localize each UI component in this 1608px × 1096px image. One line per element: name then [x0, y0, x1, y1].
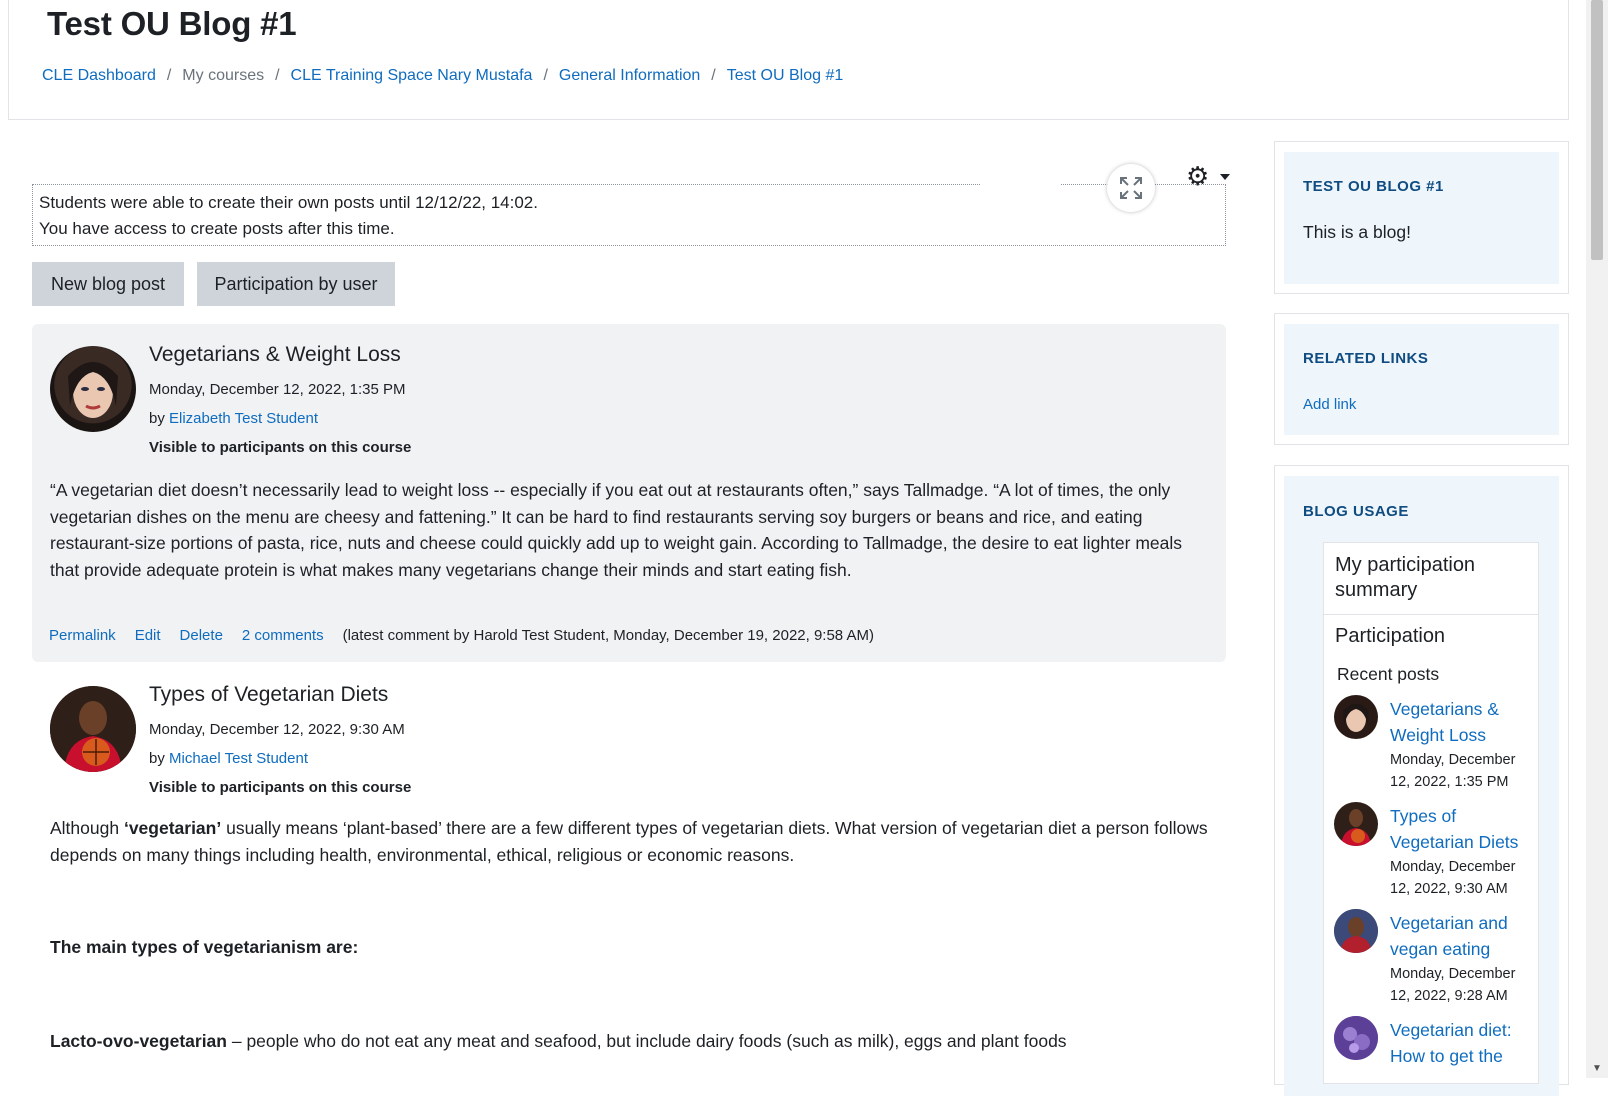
post-list-item [50, 1028, 1210, 1055]
author-avatar[interactable] [50, 346, 136, 432]
notice-border-gap [981, 183, 1061, 187]
block-background [1284, 324, 1559, 435]
recent-post-link[interactable]: Vegetarians & Weight Loss [1390, 699, 1499, 745]
recent-post-date: Monday, December 12, 2022, 1:35 PM [1390, 752, 1516, 790]
body-emphasis: ‘vegetarian’ [123, 818, 222, 838]
recent-post-avatar [1334, 909, 1378, 953]
participation-summary-header [1323, 542, 1539, 615]
notice-line-1: Students were able to create their own posts until 12/12/22, 14:02. [39, 193, 538, 212]
post-body [50, 815, 1210, 868]
item-description: – people who do not eat any meat and seafood, but include dairy foods (such as milk), eggs and plant foods [226, 1031, 1067, 1051]
block-background [1284, 152, 1559, 284]
breadcrumb-separator: / [166, 67, 172, 84]
breadcrumb-dashboard[interactable]: CLE Dashboard [42, 67, 156, 84]
related-links-block [1274, 313, 1569, 445]
blog-info-block [1274, 141, 1569, 294]
post-date: Monday, December 12, 2022, 9:30 AM [149, 721, 405, 738]
post-subheading: The main types of vegetarianism are: [50, 937, 359, 957]
item-term: Lacto-ovo-vegetarian [50, 1031, 227, 1051]
block-heading: RELATED LINKS [1303, 350, 1429, 367]
body-text: Although [50, 818, 124, 838]
expand-icon [1118, 175, 1144, 201]
notice-line-2: You have access to create posts after this time. [39, 219, 395, 238]
breadcrumb-separator: / [543, 67, 548, 84]
participation-by-user-button[interactable]: Participation by user [197, 262, 395, 306]
recent-post-link[interactable]: Types of Vegetarian Diets [1390, 806, 1519, 852]
avatar-image [1334, 802, 1378, 846]
body-text: usually means ‘plant-based’ there are a few different types of vegetarian diets. What version of vegetarian diet a person follows depends on many things including health, environmental, ethical, religious or economic reasons. [50, 818, 1208, 865]
author-avatar[interactable] [50, 686, 136, 772]
edit-link[interactable]: Edit [134, 627, 161, 644]
breadcrumb-course[interactable]: CLE Training Space Nary Mustafa [290, 67, 533, 84]
avatar-image [1334, 695, 1378, 739]
fullscreen-button[interactable] [1107, 164, 1155, 212]
recent-post-link[interactable]: Vegetarian and vegan eating [1390, 913, 1508, 959]
summary-title: My participation summary [1335, 554, 1476, 601]
post-title[interactable]: Types of Vegetarian Diets [149, 683, 389, 706]
avatar-image [1334, 909, 1378, 953]
avatar-image [50, 346, 136, 432]
scroll-down-icon[interactable]: ▼ [1592, 1063, 1602, 1074]
posting-notice [32, 184, 1226, 246]
author-link[interactable]: Elizabeth Test Student [169, 410, 319, 427]
avatar-image [50, 686, 136, 772]
post-visibility: Visible to participants on this course [149, 439, 412, 456]
recent-post-avatar [1334, 802, 1378, 846]
post-author [149, 750, 308, 767]
gear-icon: ⚙ [1186, 161, 1210, 191]
post-title[interactable]: Vegetarians & Weight Loss [149, 343, 401, 366]
breadcrumb-my-courses: My courses [182, 67, 265, 84]
post-date: Monday, December 12, 2022, 1:35 PM [149, 381, 406, 398]
latest-comment-info: (latest comment by Harold Test Student, Monday, December 19, 2022, 9:58 AM) [342, 627, 874, 644]
breadcrumb-separator: / [275, 67, 280, 84]
scrollbar-thumb[interactable] [1591, 0, 1603, 260]
recent-post-avatar [1334, 1016, 1378, 1060]
comments-link[interactable]: 2 comments [241, 627, 324, 644]
blog-description: This is a blog! [1303, 222, 1411, 242]
recent-post-avatar [1334, 695, 1378, 739]
post-actions [49, 627, 874, 644]
participation-title: Participation [1335, 625, 1446, 647]
recent-posts-label: Recent posts [1337, 664, 1440, 684]
new-blog-post-button[interactable]: New blog post [32, 262, 184, 306]
page-scrollbar[interactable] [1586, 0, 1608, 1078]
post-visibility: Visible to participants on this course [149, 779, 412, 796]
by-label: by [149, 410, 165, 427]
permalink-link[interactable]: Permalink [49, 627, 116, 644]
breadcrumb [42, 67, 843, 85]
settings-menu[interactable] [1186, 161, 1209, 192]
by-label: by [149, 750, 165, 767]
add-link[interactable]: Add link [1303, 396, 1357, 413]
breadcrumb-current[interactable]: Test OU Blog #1 [726, 67, 844, 84]
block-heading: TEST OU BLOG #1 [1303, 178, 1444, 195]
page-header [8, 0, 1569, 120]
chevron-down-icon[interactable] [1220, 174, 1230, 180]
delete-link[interactable]: Delete [179, 627, 223, 644]
avatar-image [1334, 1016, 1378, 1060]
author-link[interactable]: Michael Test Student [169, 750, 308, 767]
post-body: “A vegetarian diet doesn’t necessarily lead to weight loss -- especially if you eat out at restaurants often,” says Tallmadge. “A lot of times, the only vegetarian dishes on the menu are cheesy and fattening.” It can be hard to find restaurants serving soy burgers or beans and rice, and eating restaurant-size portions of pasta, rice, nuts and cheese could quickly add up to weight gain. According to Tallmadge, the desire to eat lighter meals that provide adequate protein is what makes many vegetarians change their minds and start eating fish. [50, 480, 1182, 580]
block-heading: BLOG USAGE [1303, 503, 1409, 520]
post-author [149, 410, 318, 427]
recent-post-link[interactable]: Vegetarian diet: How to get the [1390, 1020, 1512, 1066]
recent-post-date: Monday, December 12, 2022, 9:28 AM [1390, 966, 1516, 1004]
recent-post-date: Monday, December 12, 2022, 9:30 AM [1390, 859, 1516, 897]
breadcrumb-separator: / [711, 67, 716, 84]
page-title: Test OU Blog #1 [47, 5, 297, 42]
breadcrumb-section[interactable]: General Information [558, 67, 701, 84]
